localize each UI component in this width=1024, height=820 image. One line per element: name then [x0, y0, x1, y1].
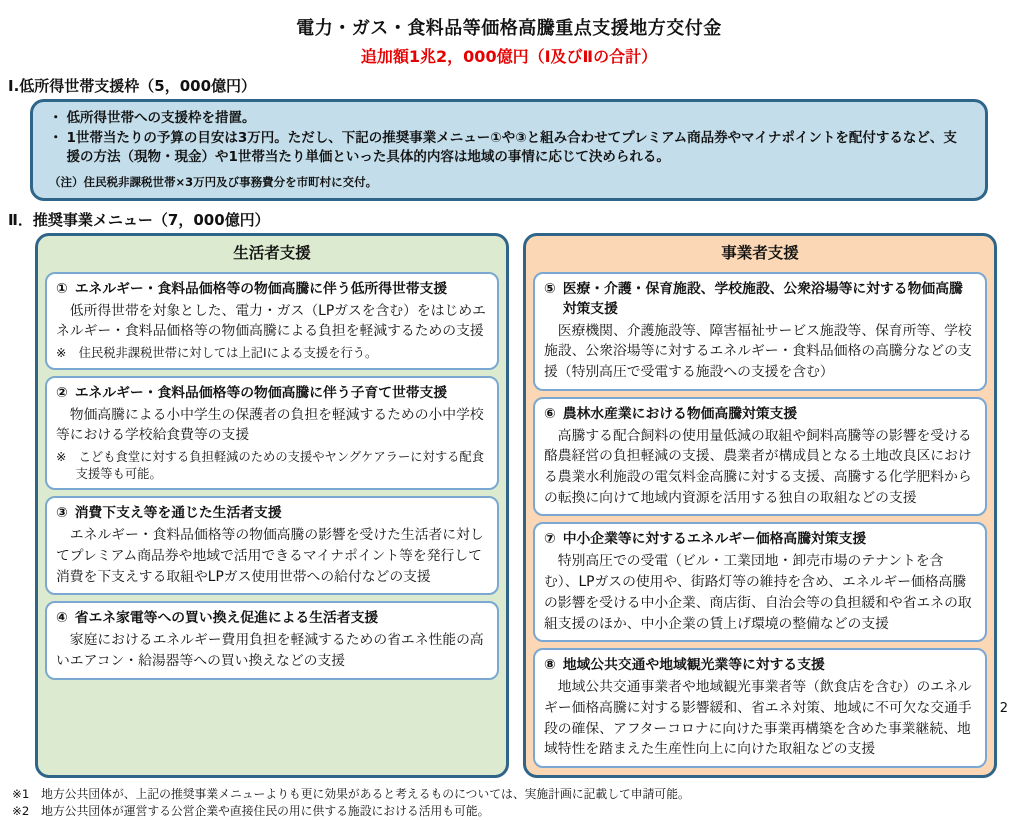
menu-item-note: ※ 住民税非課税世帯に対しては上記Ⅰによる支援を行う。 — [56, 346, 378, 360]
menu-item-8 — [533, 648, 987, 768]
circled-number: ① — [56, 280, 68, 297]
menu-item-2 — [45, 376, 499, 491]
section1-bullet-text: 1世帯当たりの予算の目安は3万円。ただし、下記の推奨事業メニュー①や③と組み合わせてプレミアム商品券やマイナポイントを配付するなど、支援の方法（現物・現金）や1世帯当たり単価といった具体的内容は地域の事情に応じて決められる。 — [66, 129, 957, 166]
menu-item-title-text: エネルギー・食料品価格等の物価高騰に伴う低所得世帯支援 — [74, 280, 448, 297]
section1-bullet — [49, 109, 969, 129]
menu-item-body: 高騰する配合飼料の使用量低減の取組や飼料高騰等の影響を受ける酪農経営の負担軽減の支援、農業者が構成員となる土地改良区における農業水利施設の電気料金高騰に対する支援、高騰する化学肥料からの転換に向けて地域内資源を活用する独自の取組などの支援 — [544, 427, 972, 506]
menu-item-7 — [533, 522, 987, 642]
menu-item-title-text: 農林水産業における物価高騰対策支援 — [562, 405, 798, 422]
bullet-marker: ・ — [49, 129, 63, 146]
section1-bullet — [49, 129, 969, 168]
menu-item-body: エネルギー・食料品価格等の物価高騰の影響を受けた生活者に対してプレミアム商品券や地域で活用できるマイナポイント等を発行して消費を下支えする取組やLPガス使用世帯への給付などの支援 — [56, 527, 484, 585]
panel-consumer-support — [35, 233, 509, 778]
menu-item-note: ※ こども食堂に対する負担軽減のための支援やヤングケアラーに対する配食支援等も可能。 — [56, 449, 485, 481]
footer-notes — [12, 786, 1010, 820]
page-number: 2 — [999, 701, 1008, 716]
bullet-marker: ・ — [49, 110, 63, 126]
menu-item-title — [544, 655, 976, 675]
menu-item-title-text: エネルギー・食料品価格等の物価高騰に伴う子育て世帯支援 — [74, 384, 448, 401]
panel-business-header: 事業者支援 — [721, 243, 799, 262]
menu-item-5 — [533, 272, 987, 391]
circled-number: ⑦ — [544, 531, 556, 548]
menu-item-6 — [533, 397, 987, 517]
page-subtitle: 追加額1兆2，000億円（Ⅰ及びⅡの合計） — [360, 47, 658, 66]
menu-item-title — [56, 608, 488, 628]
menu-item-body: 地域公共交通事業者や地域観光事業者等（飲食店を含む）のエネルギー価格高騰に対する影響緩和、省エネ対策、地域に不可欠な交通手段の確保、アフターコロナに向けた事業再構築を含めた事業継続、地域特性を踏まえた生産性向上に向けた取組などの支援 — [544, 679, 972, 758]
footer-note-1: ※1 地方公共団体が、上記の推奨事業メニューよりも更に効果があると考えるものについては、実施計画に記載して申請可能。 — [12, 786, 690, 801]
page-title: 電力・ガス・食料品等価格高騰重点支援地方交付金 — [296, 18, 722, 39]
menu-panels — [35, 233, 997, 778]
circled-number: ⑧ — [544, 657, 556, 674]
menu-item-body: 特別高圧での受電（ビル・工業団地・卸売市場のテナントを含む）、LPガスの使用や、街路灯等の維持を含め、エネルギー価格高騰の影響を受ける中小企業、商店街、自治会等の負担緩和や省エネの取組支援のほか、中小企業の賃上げ環境の整備などの支援 — [544, 553, 972, 632]
section1-bullet-text: 低所得世帯への支援枠を措置。 — [66, 110, 256, 126]
menu-item-title — [56, 279, 488, 299]
menu-item-title — [544, 529, 976, 549]
section2-heading: Ⅱ．推奨事業メニュー（7，000億円） — [8, 210, 270, 229]
circled-number: ③ — [56, 505, 68, 522]
circled-number: ⑥ — [544, 405, 556, 422]
menu-item-body: 物価高騰による小中学生の保護者の負担を軽減するための小中学校等における学校給食費等の支援 — [56, 406, 484, 444]
menu-item-body: 低所得世帯を対象とした、電力・ガス（LPガスを含む）をはじめエネルギー・食料品価格等の物価高騰による負担を軽減するための支援 — [56, 302, 486, 340]
panel-business-support — [523, 233, 997, 778]
menu-item-4 — [45, 601, 499, 679]
menu-item-title — [544, 279, 976, 319]
menu-item-3 — [45, 496, 499, 595]
menu-item-title — [56, 503, 488, 523]
section1-note: （注）住民税非課税世帯×3万円及び事務費分を市町村に交付。 — [49, 174, 378, 189]
section1-box — [30, 99, 988, 201]
menu-item-title — [544, 404, 976, 424]
menu-item-body: 医療機関、介護施設等、障害福祉サービス施設等、保育所等、学校施設、公衆浴場等に対するエネルギー・食料品価格の高騰分などの支援（特別高圧で受電する施設への支援を含む） — [544, 322, 972, 380]
menu-item-title-text: 医療・介護・保育施設、学校施設、公衆浴場等に対する物価高騰対策支援 — [562, 280, 963, 317]
menu-item-title-text: 中小企業等に対するエネルギー価格高騰対策支援 — [562, 531, 867, 548]
circled-number: ⑤ — [544, 280, 556, 297]
footer-note-2: ※2 地方公共団体が運営する公営企業や直接住民の用に供する施設における活用も可能。 — [12, 804, 490, 819]
menu-item-body: 家庭におけるエネルギー費用負担を軽減するための省エネ性能の高いエアコン・給湯器等への買い換えなどの支援 — [56, 632, 484, 669]
menu-item-title-text: 地域公共交通や地域観光業等に対する支援 — [562, 657, 825, 674]
menu-item-title — [56, 383, 488, 403]
menu-item-title-text: 省エネ家電等への買い換え促進による生活者支援 — [74, 610, 379, 627]
section1-heading: Ⅰ.低所得世帯支援枠（5，000億円） — [8, 77, 257, 95]
circled-number: ④ — [56, 610, 68, 627]
menu-item-1 — [45, 272, 499, 370]
circled-number: ② — [56, 384, 68, 401]
panel-consumer-header: 生活者支援 — [233, 243, 311, 262]
menu-item-title-text: 消費下支え等を通じた生活者支援 — [74, 505, 282, 522]
